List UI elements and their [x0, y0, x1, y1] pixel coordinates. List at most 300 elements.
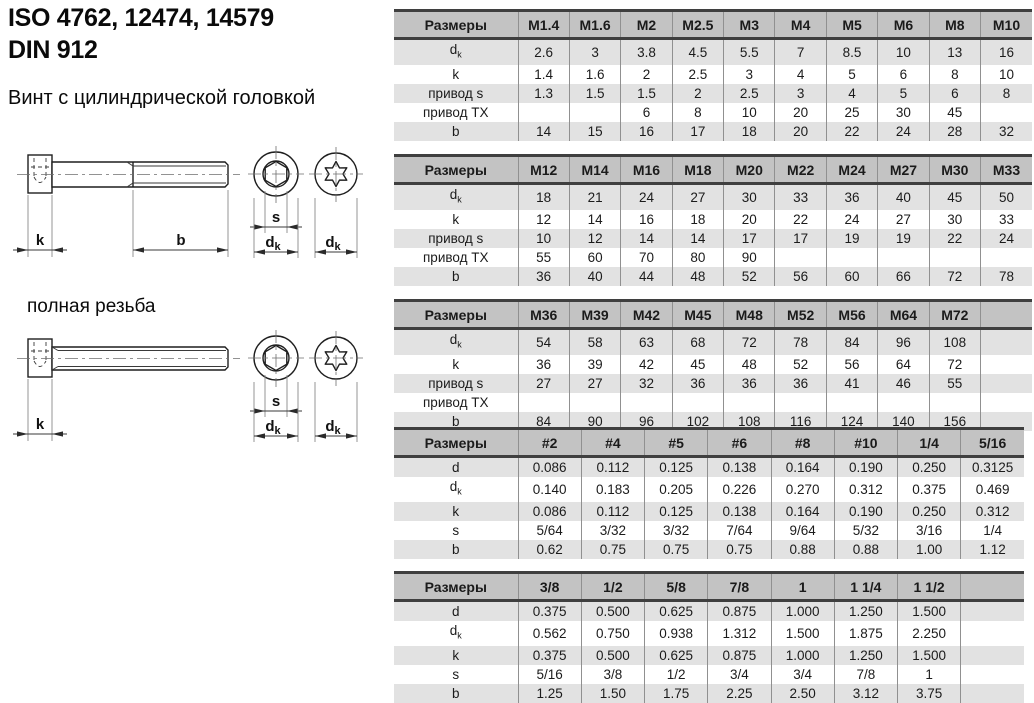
value-cell: 0.562 — [518, 621, 581, 646]
sizes-column-header: Размеры — [394, 156, 518, 184]
value-cell: 78 — [981, 267, 1032, 286]
value-cell — [878, 393, 929, 412]
value-cell: 12 — [569, 229, 620, 248]
value-cell: 0.62 — [518, 540, 581, 559]
value-cell: 0.469 — [961, 477, 1024, 502]
value-cell: 27 — [672, 184, 723, 210]
row-label: привод s — [394, 374, 518, 393]
value-cell: 36 — [826, 184, 877, 210]
value-cell: 90 — [724, 248, 775, 267]
row-label: $d_k$ — [394, 184, 518, 210]
value-cell — [569, 393, 620, 412]
torx-socket-end-view — [309, 147, 363, 258]
dimension-row — [394, 355, 1032, 374]
dimension-row — [394, 248, 1032, 267]
value-cell: 0.138 — [708, 457, 771, 478]
value-cell: 33 — [981, 210, 1032, 229]
sizes-column-header: Размеры — [394, 573, 518, 601]
value-cell: 36 — [518, 267, 569, 286]
value-cell: 22 — [775, 210, 826, 229]
dimension-row — [394, 65, 1032, 84]
row-label: $d_k$ — [449, 623, 462, 641]
value-cell: 39 — [569, 355, 620, 374]
value-cell: 16 — [621, 210, 672, 229]
value-cell — [826, 393, 877, 412]
head-end-views — [248, 330, 363, 442]
size-header: M20 — [724, 156, 775, 184]
value-cell: 17 — [775, 229, 826, 248]
value-cell: 63 — [621, 329, 672, 355]
value-cell: 60 — [826, 267, 877, 286]
size-header: #5 — [645, 429, 708, 457]
row-label: s — [452, 522, 460, 538]
value-cell: 50 — [981, 184, 1032, 210]
value-cell: 32 — [981, 122, 1032, 141]
value-cell: 8 — [981, 84, 1032, 103]
value-cell: 5/32 — [834, 521, 897, 540]
size-header: 7/8 — [708, 573, 771, 601]
value-cell: 72 — [929, 267, 980, 286]
full-thread-note: полная резьба — [27, 296, 156, 317]
value-cell: 0.875 — [708, 646, 771, 665]
value-cell: 90 — [569, 412, 620, 431]
dimension-row — [394, 39, 1032, 65]
value-cell: 108 — [724, 412, 775, 431]
value-cell: 96 — [621, 412, 672, 431]
value-cell — [775, 248, 826, 267]
value-cell: 17 — [672, 122, 723, 141]
dimension-row — [394, 684, 1024, 703]
value-cell: 1/4 — [961, 521, 1024, 540]
value-cell: 84 — [518, 412, 569, 431]
dim-label-k: k — [35, 232, 45, 249]
row-label: b — [394, 122, 518, 141]
value-cell: 15 — [569, 122, 620, 141]
value-cell: 1.000 — [771, 601, 834, 622]
value-cell: 0.250 — [898, 457, 961, 478]
size-header: M30 — [929, 156, 980, 184]
size-header: M56 — [826, 301, 877, 329]
value-cell — [981, 355, 1032, 374]
row-label: b — [394, 540, 518, 559]
size-header: M1.6 — [569, 11, 620, 39]
size-header: M8 — [929, 11, 980, 39]
value-cell: 30 — [724, 184, 775, 210]
value-cell: 8.5 — [826, 39, 877, 65]
value-cell: 19 — [826, 229, 877, 248]
value-cell: 24 — [981, 229, 1032, 248]
value-cell: 0.086 — [518, 457, 581, 478]
dim-label-dk: $d_k$ — [325, 234, 341, 253]
size-header: #10 — [834, 429, 897, 457]
size-header: M52 — [775, 301, 826, 329]
size-header: M22 — [775, 156, 826, 184]
row-label: b — [394, 267, 518, 286]
value-cell: 10 — [981, 65, 1032, 84]
standard-title-iso: ISO 4762, 12474, 14579 — [8, 4, 274, 32]
value-cell: 24 — [826, 210, 877, 229]
value-cell: 0.500 — [581, 601, 644, 622]
value-cell: 36 — [518, 355, 569, 374]
value-cell — [961, 601, 1024, 622]
dimension-row — [394, 457, 1024, 478]
value-cell — [961, 621, 1024, 646]
value-cell: 40 — [878, 184, 929, 210]
screw-side-view-full-thread — [13, 330, 363, 442]
value-cell: 4 — [775, 65, 826, 84]
value-cell: 3/4 — [708, 665, 771, 684]
value-cell: 0.625 — [645, 601, 708, 622]
value-cell: 0.205 — [645, 477, 708, 502]
size-header: 1/2 — [581, 573, 644, 601]
sizes-column-header: Размеры — [394, 11, 518, 39]
value-cell: 1.6 — [569, 65, 620, 84]
dimension-row — [394, 210, 1032, 229]
value-cell — [961, 646, 1024, 665]
value-cell: 19 — [878, 229, 929, 248]
value-cell: 2 — [621, 65, 672, 84]
value-cell: 0.375 — [898, 477, 961, 502]
dimension-row — [394, 374, 1032, 393]
dimension-row — [394, 621, 1024, 646]
value-cell — [826, 248, 877, 267]
row-label: k — [452, 211, 460, 227]
sizes-column-header: Размеры — [394, 429, 518, 457]
value-cell: 5/64 — [518, 521, 581, 540]
value-cell: 0.625 — [645, 646, 708, 665]
row-label: привод s — [394, 84, 518, 103]
size-header: M27 — [878, 156, 929, 184]
value-cell: 7/8 — [834, 665, 897, 684]
value-cell: 55 — [518, 248, 569, 267]
value-cell: 42 — [621, 355, 672, 374]
value-cell: 7/64 — [708, 521, 771, 540]
row-label: d — [394, 457, 518, 478]
value-cell: 54 — [518, 329, 569, 355]
value-cell: 45 — [929, 103, 980, 122]
value-cell: 21 — [569, 184, 620, 210]
dimension-row — [394, 601, 1024, 622]
value-cell: 3.75 — [898, 684, 961, 703]
value-cell: 18 — [672, 210, 723, 229]
value-cell: 1.5 — [569, 84, 620, 103]
value-cell: 56 — [826, 355, 877, 374]
value-cell: 0.112 — [581, 457, 644, 478]
value-cell: 3/32 — [581, 521, 644, 540]
value-cell: 2 — [672, 84, 723, 103]
value-cell — [961, 684, 1024, 703]
value-cell: 55 — [929, 374, 980, 393]
value-cell: 0.312 — [834, 477, 897, 502]
value-cell: 0.88 — [834, 540, 897, 559]
dim-label-b: b — [176, 232, 186, 249]
value-cell: 44 — [621, 267, 672, 286]
size-header: 5/8 — [645, 573, 708, 601]
value-cell: 1.3 — [518, 84, 569, 103]
value-cell: 68 — [672, 329, 723, 355]
value-cell: 0.190 — [834, 457, 897, 478]
size-header: M39 — [569, 301, 620, 329]
size-header: 1 1/2 — [898, 573, 961, 601]
size-header: M42 — [621, 301, 672, 329]
value-cell: 1.500 — [898, 601, 961, 622]
value-cell: 1.25 — [518, 684, 581, 703]
dimension-row — [394, 646, 1024, 665]
metric-table-m1_4-m10 — [394, 9, 1032, 141]
value-cell: 60 — [569, 248, 620, 267]
value-cell: 0.112 — [581, 502, 644, 521]
value-cell: 28 — [929, 122, 980, 141]
value-cell: 0.500 — [581, 646, 644, 665]
size-header: #4 — [581, 429, 644, 457]
size-header: M24 — [826, 156, 877, 184]
value-cell: 1.4 — [518, 65, 569, 84]
value-cell: 1.875 — [834, 621, 897, 646]
dim-label-s: s — [271, 209, 281, 226]
value-cell: 3 — [569, 39, 620, 65]
value-cell — [621, 393, 672, 412]
dimension-row — [394, 329, 1032, 355]
value-cell: 0.375 — [518, 646, 581, 665]
value-cell: 2.250 — [898, 621, 961, 646]
value-cell: 3/4 — [771, 665, 834, 684]
value-cell: 41 — [826, 374, 877, 393]
size-header: 5/16 — [961, 429, 1024, 457]
size-header: M48 — [724, 301, 775, 329]
dimension-row — [394, 122, 1032, 141]
value-cell: 22 — [929, 229, 980, 248]
row-label: s — [452, 666, 460, 682]
value-cell: 2.5 — [724, 84, 775, 103]
value-cell: 16 — [621, 122, 672, 141]
size-header: M16 — [621, 156, 672, 184]
row-label: привод TX — [423, 394, 489, 410]
value-cell: 0.3125 — [961, 457, 1024, 478]
technical-drawings — [0, 130, 390, 460]
dimension-row — [394, 84, 1032, 103]
size-header: M5 — [826, 11, 877, 39]
value-cell: 1.500 — [771, 621, 834, 646]
value-cell: 17 — [724, 229, 775, 248]
value-cell: 27 — [518, 374, 569, 393]
value-cell: 18 — [518, 184, 569, 210]
size-header: M2.5 — [672, 11, 723, 39]
value-cell: 0.138 — [708, 502, 771, 521]
value-cell: 24 — [621, 184, 672, 210]
size-header — [981, 301, 1032, 329]
value-cell — [981, 374, 1032, 393]
dimension-row — [394, 103, 1032, 122]
value-cell: 3/8 — [581, 665, 644, 684]
value-cell: 156 — [929, 412, 980, 431]
value-cell: 56 — [775, 267, 826, 286]
value-cell: 52 — [775, 355, 826, 374]
size-header: #6 — [708, 429, 771, 457]
row-label: привод s — [394, 229, 518, 248]
row-label: $d_k$ — [449, 479, 462, 497]
value-cell: 14 — [518, 122, 569, 141]
value-cell: 1.312 — [708, 621, 771, 646]
size-header: M64 — [878, 301, 929, 329]
value-cell: 25 — [826, 103, 877, 122]
value-cell: 66 — [878, 267, 929, 286]
value-cell: 0.183 — [581, 477, 644, 502]
value-cell: 24 — [878, 122, 929, 141]
value-cell: 5 — [878, 84, 929, 103]
value-cell: 108 — [929, 329, 980, 355]
value-cell: 45 — [672, 355, 723, 374]
value-cell: 4.5 — [672, 39, 723, 65]
dimension-row — [394, 393, 1032, 412]
size-header: #2 — [518, 429, 581, 457]
value-cell: 48 — [724, 355, 775, 374]
value-cell: 116 — [775, 412, 826, 431]
dimension-row — [394, 229, 1032, 248]
size-header: M18 — [672, 156, 723, 184]
value-cell: 1.12 — [961, 540, 1024, 559]
sizes-column-header: Размеры — [394, 301, 518, 329]
value-cell: 30 — [929, 210, 980, 229]
value-cell: 8 — [929, 65, 980, 84]
value-cell: 22 — [826, 122, 877, 141]
value-cell: 45 — [929, 184, 980, 210]
value-cell: 0.938 — [645, 621, 708, 646]
row-label: привод TX — [423, 249, 489, 265]
size-header: M10 — [981, 11, 1032, 39]
value-cell: 3.8 — [621, 39, 672, 65]
size-header: M6 — [878, 11, 929, 39]
value-cell: 72 — [929, 355, 980, 374]
value-cell: 9/64 — [771, 521, 834, 540]
row-label: k — [452, 356, 460, 372]
metric-table-m36-m72 — [394, 299, 1032, 431]
row-label: $d_k$ — [394, 39, 518, 65]
head-end-views — [248, 146, 363, 258]
dimension-row — [394, 184, 1032, 210]
value-cell: 3 — [724, 65, 775, 84]
value-cell — [518, 103, 569, 122]
value-cell: 0.75 — [708, 540, 771, 559]
value-cell: 4 — [826, 84, 877, 103]
value-cell: 40 — [569, 267, 620, 286]
value-cell — [672, 393, 723, 412]
value-cell: 0.190 — [834, 502, 897, 521]
value-cell: 1/2 — [645, 665, 708, 684]
value-cell: 3/32 — [645, 521, 708, 540]
value-cell: 33 — [775, 184, 826, 210]
value-cell: 14 — [672, 229, 723, 248]
dim-label-dk: $d_k$ — [265, 234, 281, 253]
value-cell: 0.75 — [645, 540, 708, 559]
value-cell: 64 — [878, 355, 929, 374]
value-cell: 0.312 — [961, 502, 1024, 521]
value-cell: 27 — [878, 210, 929, 229]
value-cell: 13 — [929, 39, 980, 65]
value-cell: 10 — [878, 39, 929, 65]
value-cell: 32 — [621, 374, 672, 393]
row-label: $d_k$ — [394, 329, 518, 355]
hex-socket-end-view — [248, 146, 304, 258]
dimension-row — [394, 540, 1024, 559]
value-cell: 2.5 — [672, 65, 723, 84]
value-cell: 14 — [569, 210, 620, 229]
value-cell: 0.250 — [898, 502, 961, 521]
value-cell: 72 — [724, 329, 775, 355]
value-cell: 2.6 — [518, 39, 569, 65]
row-label: привод TX — [423, 104, 489, 120]
value-cell — [981, 393, 1032, 412]
value-cell — [929, 393, 980, 412]
value-cell: 1 — [898, 665, 961, 684]
value-cell: 0.226 — [708, 477, 771, 502]
value-cell — [961, 665, 1024, 684]
value-cell: 1.000 — [771, 646, 834, 665]
value-cell: 0.75 — [581, 540, 644, 559]
value-cell: 0.375 — [518, 601, 581, 622]
value-cell: 5.5 — [724, 39, 775, 65]
value-cell — [981, 103, 1032, 122]
value-cell: 3/16 — [898, 521, 961, 540]
dimension-row — [394, 521, 1024, 540]
dimension-row — [394, 665, 1024, 684]
value-cell: 6 — [621, 103, 672, 122]
size-header: M33 — [981, 156, 1032, 184]
size-header: M2 — [621, 11, 672, 39]
value-cell: 58 — [569, 329, 620, 355]
value-cell: 52 — [724, 267, 775, 286]
value-cell: 20 — [775, 103, 826, 122]
value-cell: 14 — [621, 229, 672, 248]
value-cell — [981, 248, 1032, 267]
value-cell: 1.50 — [581, 684, 644, 703]
inch-table-no2-5_16 — [394, 427, 1024, 559]
value-cell: 1.500 — [898, 646, 961, 665]
value-cell — [878, 248, 929, 267]
inch-table-3_8-1_1_2 — [394, 571, 1024, 703]
value-cell: 3.12 — [834, 684, 897, 703]
value-cell: 2.25 — [708, 684, 771, 703]
row-label: b — [394, 684, 518, 703]
value-cell: 78 — [775, 329, 826, 355]
value-cell: 6 — [878, 65, 929, 84]
value-cell: 46 — [878, 374, 929, 393]
value-cell: 1.00 — [898, 540, 961, 559]
value-cell: 36 — [672, 374, 723, 393]
value-cell: 1.5 — [621, 84, 672, 103]
value-cell — [724, 393, 775, 412]
value-cell: 6 — [929, 84, 980, 103]
standard-title-din: DIN 912 — [8, 36, 98, 64]
value-cell: 7 — [775, 39, 826, 65]
value-cell: 5/16 — [518, 665, 581, 684]
value-cell: 0.164 — [771, 457, 834, 478]
size-header: M72 — [929, 301, 980, 329]
value-cell — [981, 329, 1032, 355]
row-label: k — [452, 66, 460, 82]
value-cell: 18 — [724, 122, 775, 141]
size-header: M45 — [672, 301, 723, 329]
value-cell: 2.50 — [771, 684, 834, 703]
value-cell — [775, 393, 826, 412]
value-cell: 48 — [672, 267, 723, 286]
value-cell — [929, 248, 980, 267]
product-name: Винт с цилиндрической головкой — [8, 87, 316, 109]
value-cell: 140 — [878, 412, 929, 431]
dimension-row — [394, 267, 1032, 286]
value-cell: 0.164 — [771, 502, 834, 521]
size-header: M36 — [518, 301, 569, 329]
value-cell: 124 — [826, 412, 877, 431]
